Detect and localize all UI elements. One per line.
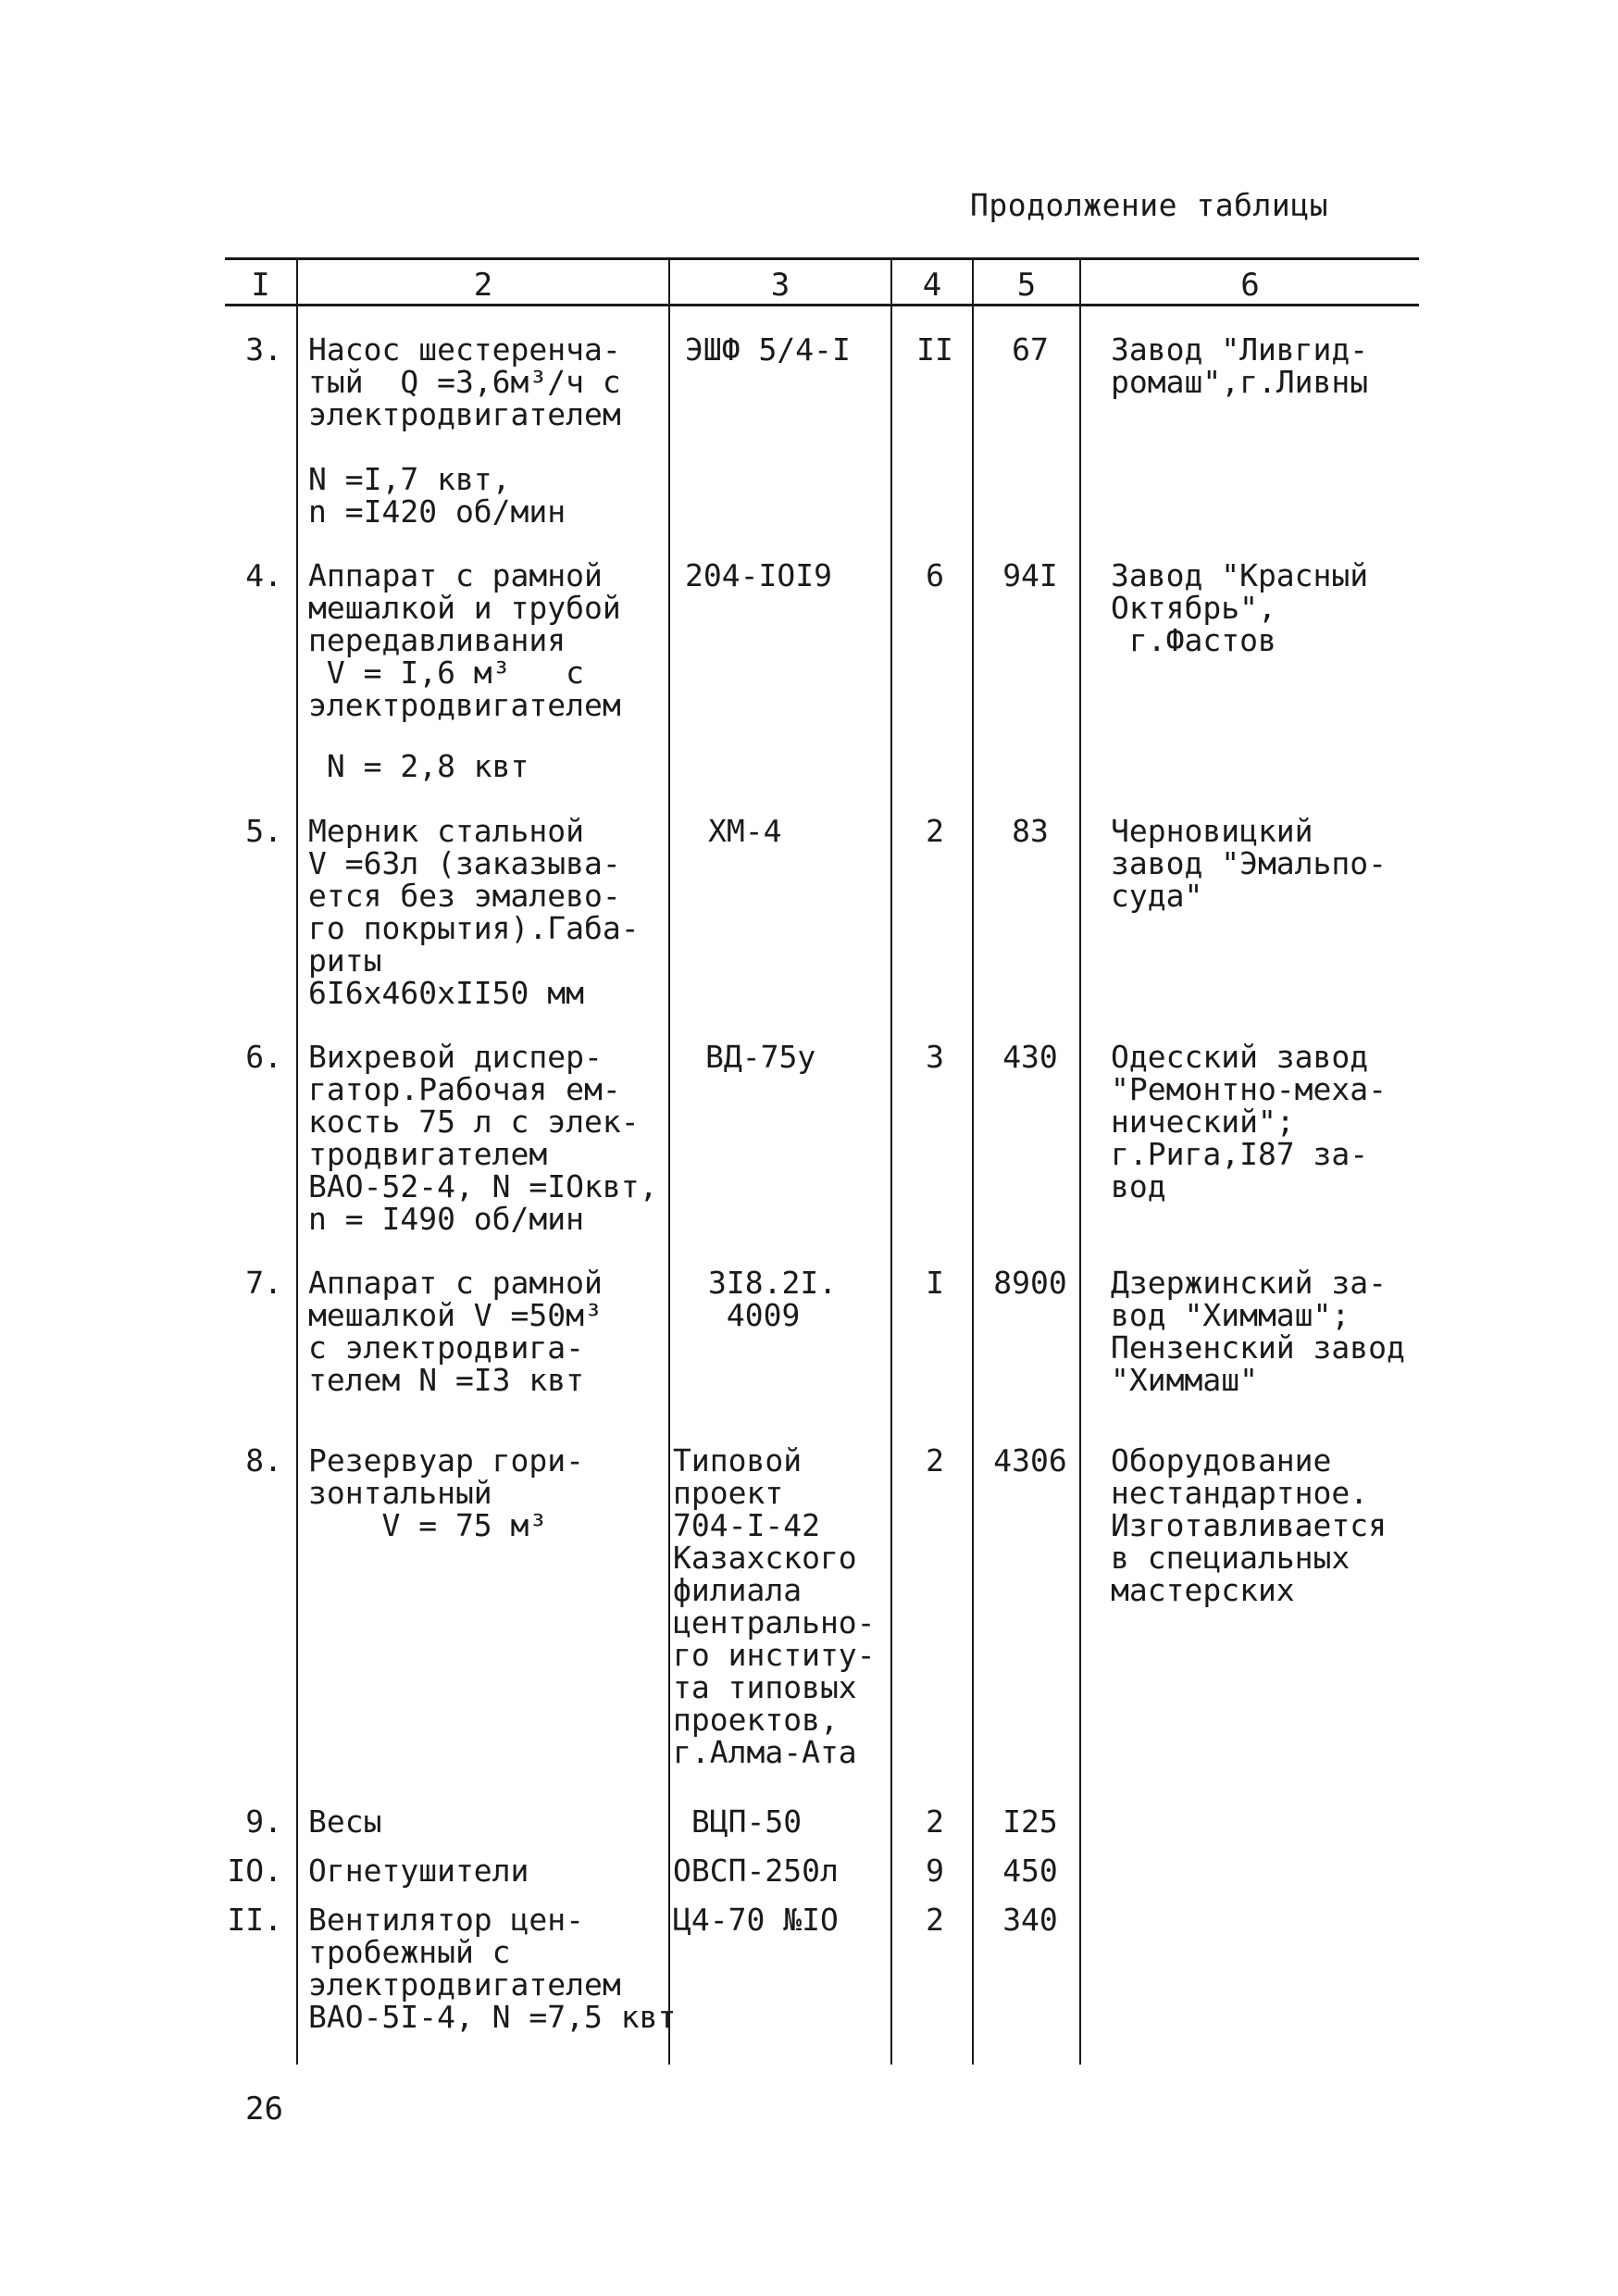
row-supplier: Завод "Ливгид- ромаш",г.Ливны <box>1111 331 1369 400</box>
row-quantity: 9 <box>926 1853 944 1889</box>
row-designation: ЭШФ 5/4-I <box>685 331 851 368</box>
row-price: 450 <box>1002 1853 1058 1889</box>
row-name: Вентилятор цен- тробежный с электродвигателем ВАО-5I-4, N =7,5 квт <box>308 1902 677 2035</box>
header-col-5: 5 <box>1016 267 1037 304</box>
row-quantity: 3 <box>926 1039 944 1075</box>
row-name: Аппарат с рамной мешалкой V =50м³ с электродвига- телем N =I3 квт <box>308 1265 603 1398</box>
row-name: Весы <box>308 1803 382 1840</box>
row-supplier: Завод "Красный Октябрь", г.Фастов <box>1111 557 1369 658</box>
header-col-3: 3 <box>770 267 790 304</box>
table-header-rule <box>225 304 1419 306</box>
row-supplier: Оборудование нестандартное. Изготавливается в специальных мастерских <box>1111 1442 1388 1608</box>
row-quantity: 2 <box>926 813 944 849</box>
row-number: 4. <box>245 557 282 593</box>
row-quantity: I <box>926 1265 944 1301</box>
row-supplier: Черновицкий завод "Эмальпо- суда" <box>1111 813 1388 914</box>
header-col-2: 2 <box>473 267 493 304</box>
row-quantity: 2 <box>926 1902 944 1938</box>
row-designation: Типовой проект 704-I-42 Казахского филиала центрально- го институ- та типовых проектов, г.Алма-Ата <box>673 1442 876 1770</box>
row-designation: Ц4-70 №IO <box>673 1902 839 1938</box>
row-number: 6. <box>245 1039 282 1075</box>
row-name-extra: N = 2,8 квт <box>308 748 529 784</box>
row-price: I25 <box>1002 1803 1058 1840</box>
row-number: IO. <box>227 1853 282 1889</box>
row-price: 67 <box>1012 331 1049 368</box>
header-col-4: 4 <box>922 267 942 304</box>
row-number: 9. <box>245 1803 282 1840</box>
row-price: 430 <box>1002 1039 1058 1075</box>
row-quantity: 2 <box>926 1442 944 1479</box>
row-designation: ОВСП-250л <box>673 1853 839 1889</box>
row-designation: ВЦП-50 <box>673 1803 803 1840</box>
row-name: Резервуар гори- зонтальный V = 75 м³ <box>308 1442 585 1543</box>
row-supplier: Дзержинский за- вод "Химмаш"; Пензенский завод "Химмаш" <box>1111 1265 1405 1398</box>
column-divider-2 <box>668 259 670 2065</box>
row-number: 3. <box>245 331 282 368</box>
row-number: 5. <box>245 813 282 849</box>
row-quantity: II <box>916 331 953 368</box>
header-col-6: 6 <box>1240 267 1260 304</box>
row-designation: 204-IOI9 <box>685 557 832 593</box>
row-designation: ВД-75у <box>705 1039 816 1075</box>
column-divider-5 <box>1079 259 1081 2065</box>
page-number: 26 <box>245 2090 283 2128</box>
column-divider-3 <box>890 259 892 2065</box>
row-price: 8900 <box>993 1265 1067 1301</box>
table-top-rule <box>225 257 1419 260</box>
header-col-1: I <box>251 267 270 304</box>
row-number: II. <box>227 1902 282 1938</box>
row-name: Насос шестеренча- тый Q =3,6м³/ч с электродвигателем <box>308 331 621 432</box>
row-name: Вихревой диспер- гатор.Рабочая ем- кость 75 л с элек- тродвигателем ВАО-52-4, N =IОквт, n = I490 об/мин <box>308 1039 658 1237</box>
column-divider-4 <box>972 259 974 2065</box>
row-price: 83 <box>1012 813 1049 849</box>
column-divider-1 <box>296 259 298 2065</box>
row-number: 8. <box>245 1442 282 1479</box>
row-price: 94I <box>1002 557 1058 593</box>
row-name: Мерник стальной V =63л (заказыва- ется без эмалево- го покрытия).Габа- риты 6I6х460хII50 мм <box>308 813 640 1011</box>
row-designation: 3I8.2I. 4009 <box>708 1265 838 1333</box>
row-number: 7. <box>245 1265 282 1301</box>
row-quantity: 2 <box>926 1803 944 1840</box>
continuation-label: Продолжение таблицы <box>970 187 1328 223</box>
row-price: 4306 <box>993 1442 1067 1479</box>
row-name: Аппарат с рамной мешалкой и трубой передавливания V = I,6 м³ с электродвигателем <box>308 557 621 723</box>
row-name: Огнетушители <box>308 1853 529 1889</box>
row-supplier: Одесский завод "Ремонтно-меха- нический"; г.Рига,I87 за- вод <box>1111 1039 1388 1204</box>
row-quantity: 6 <box>926 557 944 593</box>
row-name-extra: N =I,7 квт, n =I420 об/мин <box>308 461 566 530</box>
row-designation: ХМ-4 <box>708 813 782 849</box>
row-price: 340 <box>1002 1902 1058 1938</box>
